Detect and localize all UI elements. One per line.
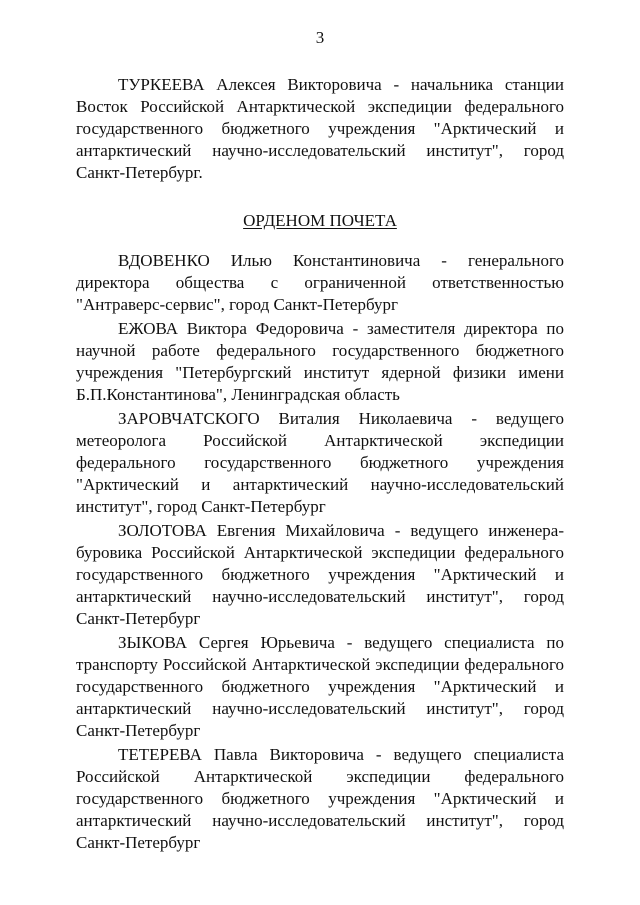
award-entry-teterev: ТЕТЕРЕВА Павла Викторовича - ведущего специалиста Российской Антарктической экспедиции федерального государственного бюджетного учреждения "Арктический и антарктический научно-исследовательский институт", город Санкт-Петербург (76, 745, 564, 852)
award-entry-ezhov: ЕЖОВА Виктора Федоровича - заместителя директора по научной работе федерального государственного бюджетного учреждения "Петербургский институт ядерной физики имени Б.П.Константинова", Ленинградская область (76, 319, 564, 404)
section-heading-order-of-honor: ОРДЕНОМ ПОЧЕТА (243, 211, 397, 230)
award-entry-zarovchatsky: ЗАРОВЧАТСКОГО Виталия Николаевича - ведущего метеоролога Российской Антарктической экспедиции федерального государственного бюджетного учреждения "Арктический и антарктический научно-исследовательский институт", город Санкт-Петербург (76, 409, 564, 516)
award-entry-zolotov: ЗОЛОТОВА Евгения Михайловича - ведущего инженера-буровика Российской Антарктической экспедиции федерального государственного бюджетного учреждения "Арктический и антарктический научно-исследовательский институт", город Санкт-Петербург (76, 521, 564, 628)
award-entry-vdovenko: ВДОВЕНКО Илью Константиновича - генерального директора общества с ограниченной ответственностью "Антраверс-сервис", город Санкт-Петербург (76, 251, 564, 314)
document-body (76, 74, 564, 856)
page-number: 3 (315, 28, 325, 47)
award-entry-zykov: ЗЫКОВА Сергея Юрьевича - ведущего специалиста по транспорту Российской Антарктической экспедиции федерального государственного бюджетного учреждения "Арктический и антарктический научно-исследовательский институт", город Санкт-Петербург (76, 633, 564, 740)
award-paragraph-turkeev: ТУРКЕЕВА Алексея Викторовича - начальника станции Восток Российской Антарктической экспедиции федерального государственного бюджетного учреждения "Арктический и антарктический научно-исследовательский институт", город Санкт-Петербург. (76, 75, 564, 182)
